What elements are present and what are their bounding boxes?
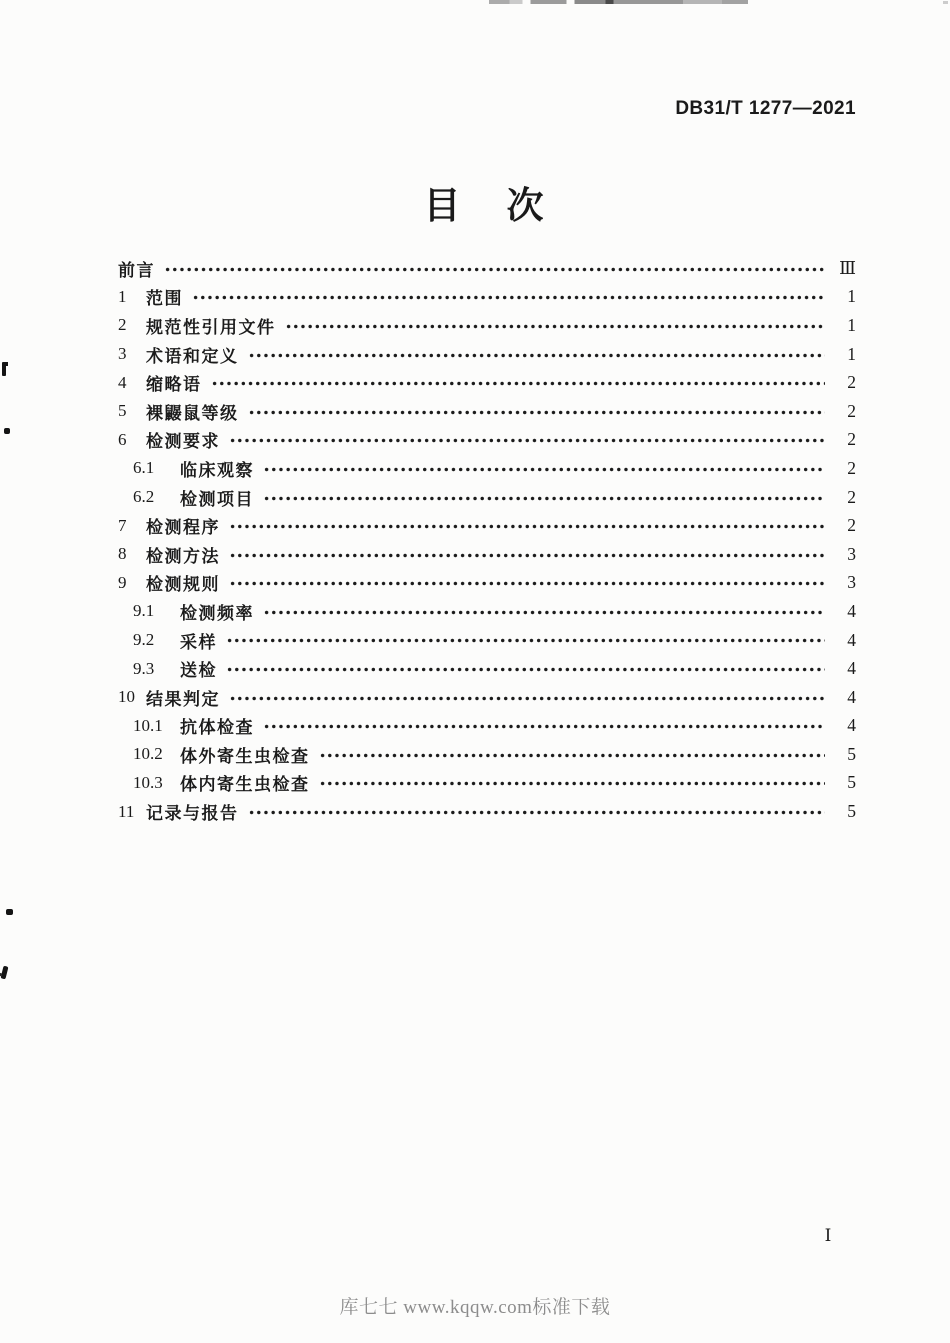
toc-entry-number: 9.1 <box>133 601 155 621</box>
toc-entry <box>118 426 856 455</box>
scan-speck-top-right <box>943 1 948 4</box>
toc-entry-page: 4 <box>847 715 856 736</box>
toc-entry-page: 4 <box>847 686 856 707</box>
toc-entry-label: 裸鼹鼠等级 <box>146 403 239 423</box>
dot-leader <box>211 368 826 397</box>
ink-speck-left-margin <box>2 362 6 376</box>
toc-entry <box>118 368 856 397</box>
toc-entry-label: 体内寄生虫检查 <box>180 775 310 795</box>
toc-entry-number: 8 <box>118 544 127 564</box>
toc-entry-label: 检测规则 <box>146 575 220 595</box>
dot-leader <box>263 454 825 483</box>
toc-entry-label: 前言 <box>118 260 155 280</box>
toc-entry-page: 2 <box>847 486 856 507</box>
toc-entry-label: 范围 <box>146 289 183 309</box>
ink-speck-left-margin <box>1 966 9 980</box>
page-title: 目 次 <box>423 185 545 226</box>
scan-artifact-top-edge <box>489 0 748 4</box>
toc-entry-label: 规范性引用文件 <box>146 317 276 337</box>
dot-leader <box>285 311 826 340</box>
standard-code-header: DB31/T 1277—2021 <box>675 98 856 119</box>
toc-entry-number: 10.1 <box>133 715 163 735</box>
toc-entry <box>118 311 856 340</box>
toc-entry-number: 10 <box>118 687 135 707</box>
dot-leader <box>164 254 825 283</box>
toc-entry <box>118 569 856 598</box>
ink-speck-left-margin <box>6 909 13 915</box>
toc-entry <box>118 740 856 769</box>
toc-entry-page: 3 <box>847 543 856 564</box>
toc-entry <box>118 340 856 369</box>
toc-entry <box>118 769 856 798</box>
toc-entry-page: 3 <box>847 572 856 593</box>
toc-entry <box>118 626 856 655</box>
toc-entry-page: 1 <box>847 343 856 364</box>
toc-entry-label: 检测频率 <box>180 603 254 623</box>
toc-entry-page: 5 <box>847 743 856 764</box>
dot-leader <box>229 683 825 712</box>
toc-entry-number: 10.3 <box>133 772 163 792</box>
toc-entry-label: 送检 <box>180 661 217 681</box>
toc-entry <box>118 654 856 683</box>
toc-entry-page: Ⅲ <box>839 257 856 278</box>
toc-entry <box>118 454 856 483</box>
toc-entry <box>118 397 856 426</box>
toc-entry-label: 检测要求 <box>146 432 220 452</box>
toc-entry-number: 6 <box>118 429 127 449</box>
toc-entry <box>118 597 856 626</box>
toc-entry-page: 2 <box>847 400 856 421</box>
ink-speck-left-margin <box>4 428 10 434</box>
toc-entry <box>118 254 856 283</box>
dot-leader <box>248 397 826 426</box>
folio-page-number: Ⅰ <box>824 1226 832 1245</box>
dot-leader <box>229 569 825 598</box>
toc-entry <box>118 683 856 712</box>
toc-entry <box>118 511 856 540</box>
toc-entry-page: 1 <box>847 286 856 307</box>
toc-entry-label: 结果判定 <box>146 689 220 709</box>
toc-entry <box>118 540 856 569</box>
toc-entry-label: 抗体检查 <box>180 718 254 738</box>
toc-entry-page: 4 <box>847 600 856 621</box>
toc-entry-label: 检测方法 <box>146 546 220 566</box>
toc-entry-number: 9 <box>118 572 127 592</box>
dot-leader <box>226 626 825 655</box>
toc-entry-page: 4 <box>847 658 856 679</box>
toc-entry-label: 体外寄生虫检查 <box>180 746 310 766</box>
dot-leader <box>263 597 825 626</box>
toc-entry <box>118 483 856 512</box>
dot-leader <box>263 712 825 741</box>
dot-leader <box>263 483 825 512</box>
toc-entry <box>118 283 856 312</box>
toc-entry-label: 临床观察 <box>180 460 254 480</box>
toc-entry-page: 4 <box>847 629 856 650</box>
toc-entry-page: 2 <box>847 429 856 450</box>
dot-leader <box>319 740 826 769</box>
toc-entry-page: 2 <box>847 372 856 393</box>
toc-entry <box>118 712 856 741</box>
toc-entry-number: 1 <box>118 286 127 306</box>
dot-leader <box>319 769 826 798</box>
toc-entry-page: 1 <box>847 314 856 335</box>
toc-entry-page: 2 <box>847 457 856 478</box>
toc-entry-page: 2 <box>847 515 856 536</box>
toc-entry-number: 9.3 <box>133 658 155 678</box>
toc-entry-label: 检测程序 <box>146 518 220 538</box>
toc-entry-number: 6.2 <box>133 487 155 507</box>
toc-entry-number: 5 <box>118 401 127 421</box>
toc-entry-page: 5 <box>847 772 856 793</box>
toc-entry-label: 采样 <box>180 632 217 652</box>
toc-entry-number: 2 <box>118 315 127 335</box>
dot-leader <box>229 511 825 540</box>
toc-entry-number: 9.2 <box>133 630 155 650</box>
toc-entry-label: 检测项目 <box>180 489 254 509</box>
dot-leader <box>192 283 825 312</box>
dot-leader <box>248 797 826 826</box>
toc-list <box>118 254 856 826</box>
toc-entry <box>118 797 856 826</box>
dot-leader <box>248 340 826 369</box>
dot-leader <box>229 540 825 569</box>
toc-entry-label: 缩略语 <box>146 375 202 395</box>
toc-entry-number: 7 <box>118 515 127 535</box>
dot-leader <box>229 426 825 455</box>
toc-entry-label: 术语和定义 <box>146 346 239 366</box>
toc-entry-label: 记录与报告 <box>146 804 239 824</box>
toc-entry-number: 6.1 <box>133 458 155 478</box>
dot-leader <box>226 654 825 683</box>
toc-entry-number: 10.2 <box>133 744 163 764</box>
toc-entry-number: 3 <box>118 344 127 364</box>
toc-entry-number: 11 <box>118 801 135 821</box>
toc-entry-number: 4 <box>118 372 127 392</box>
toc-entry-page: 5 <box>847 801 856 822</box>
watermark-footer: 库七七 www.kqqw.com标准下载 <box>339 1297 611 1318</box>
